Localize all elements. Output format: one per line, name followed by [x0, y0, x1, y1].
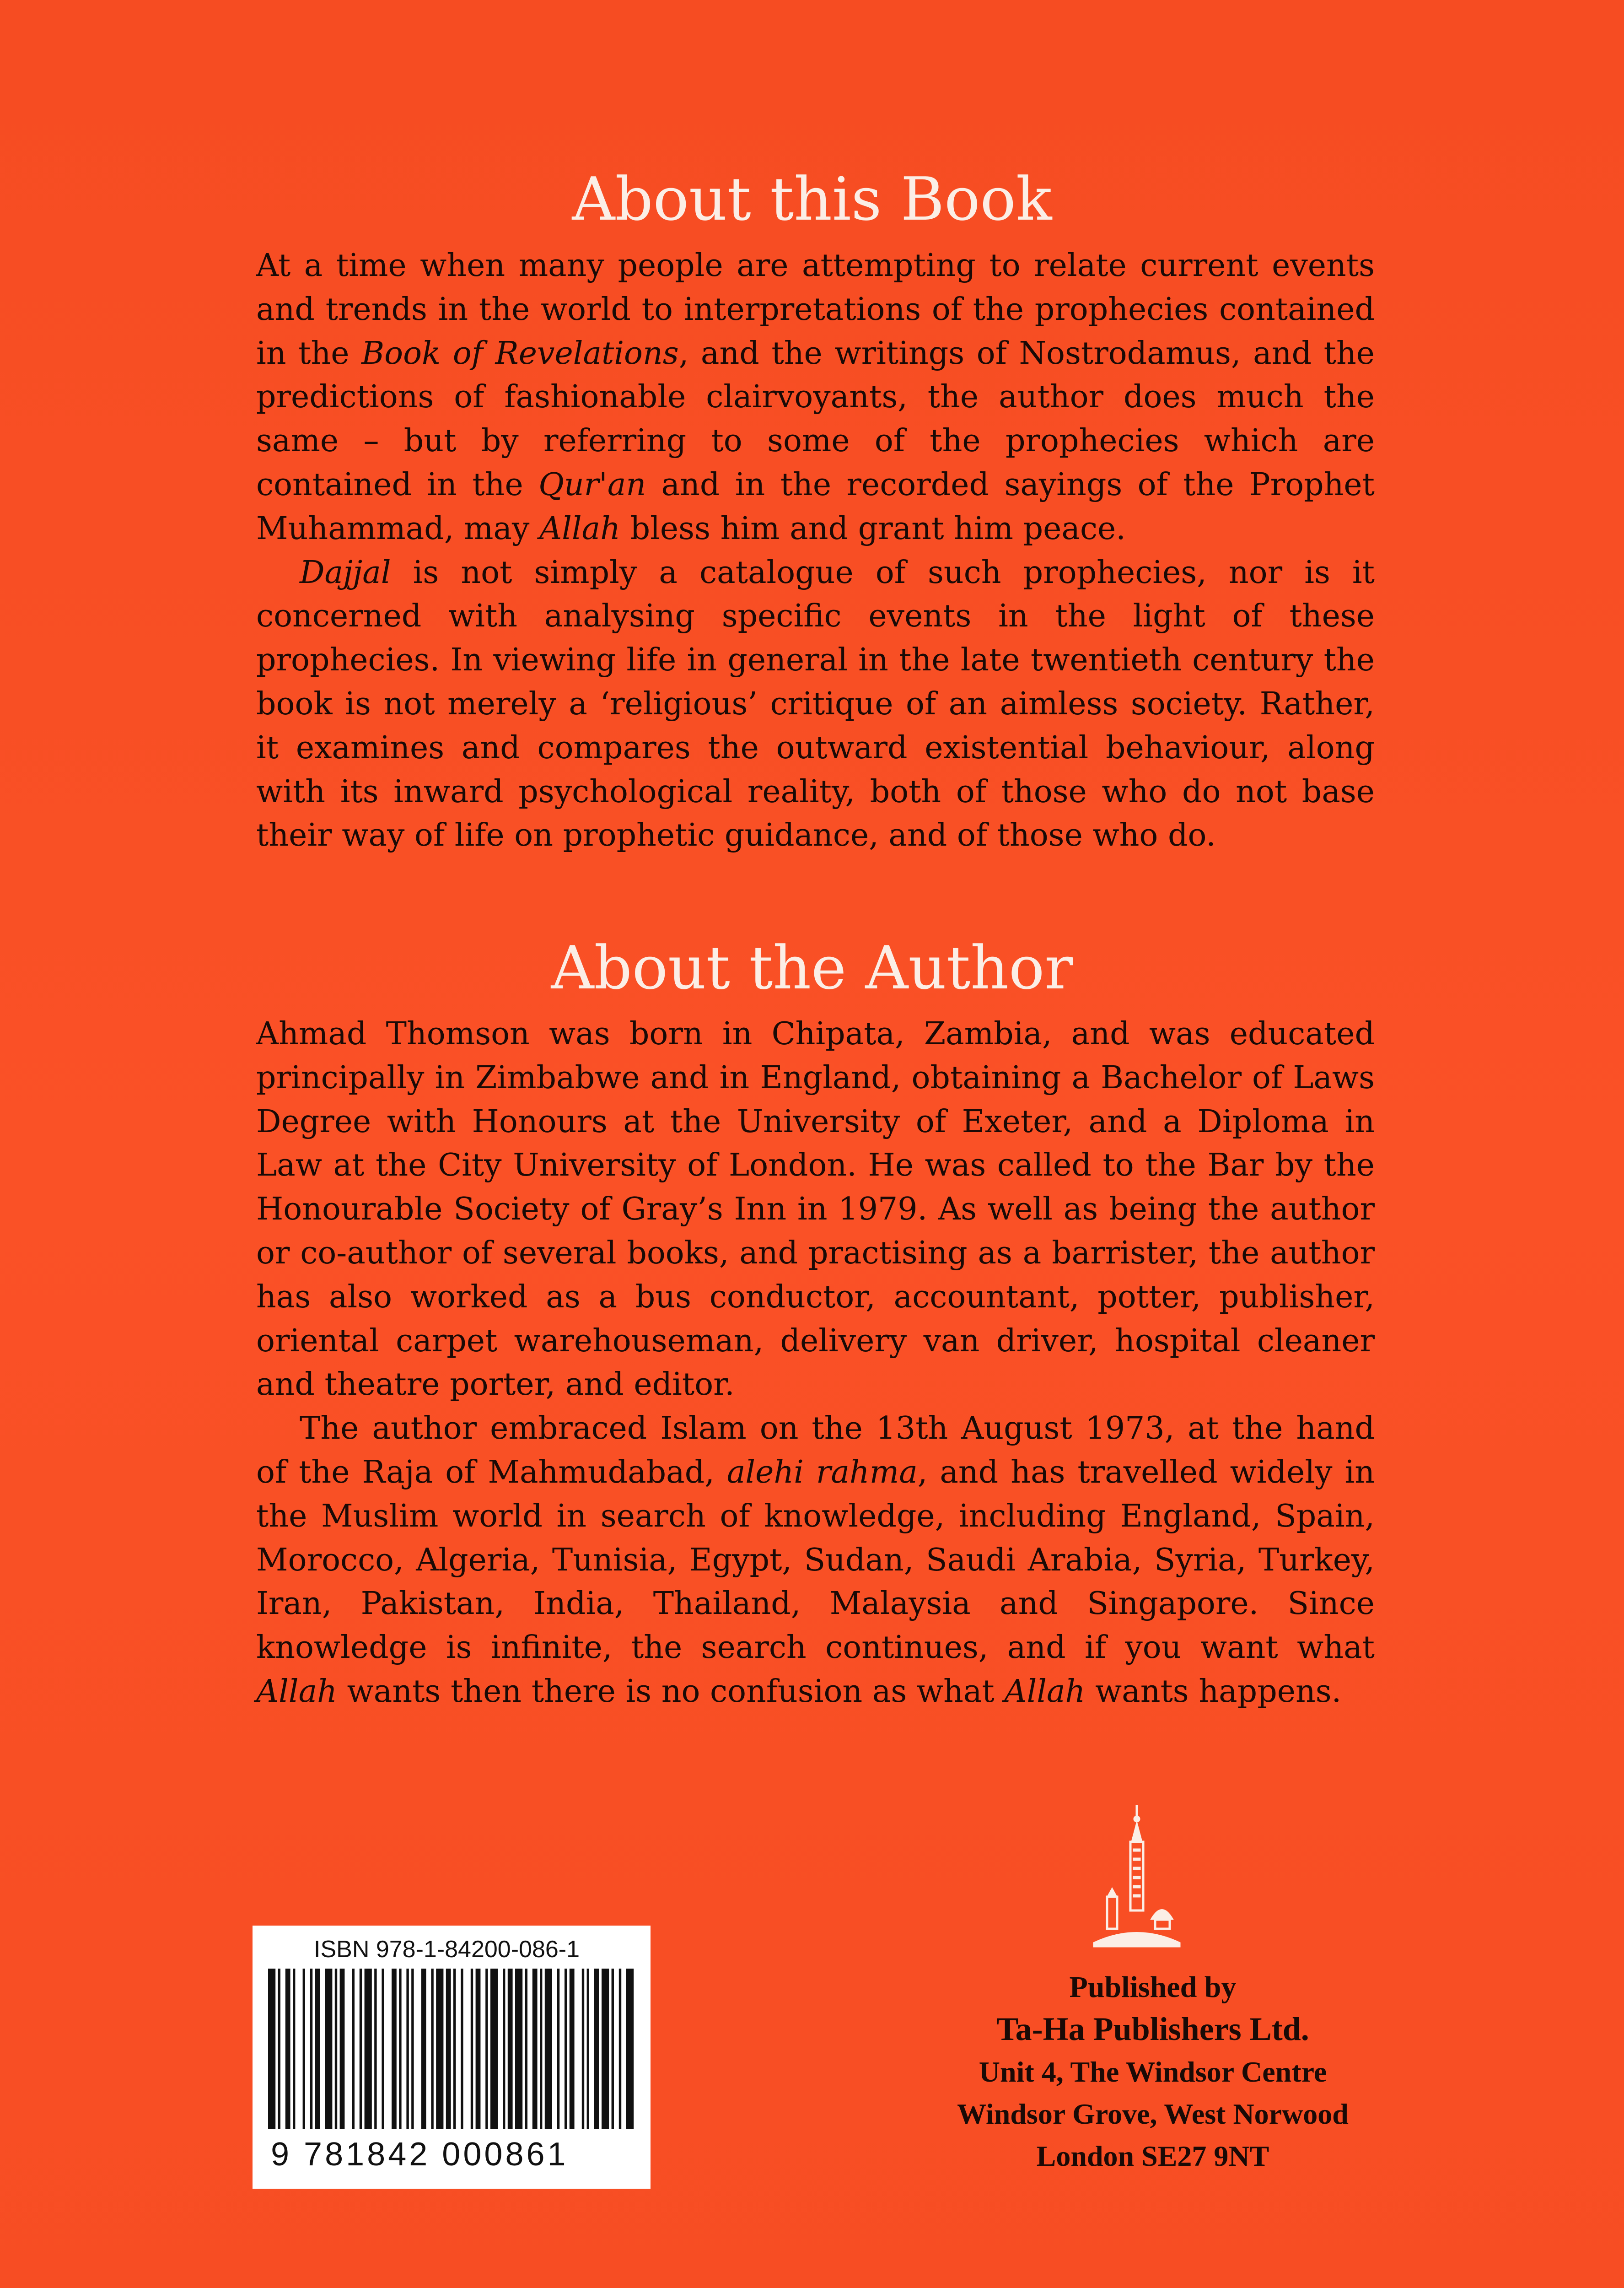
- barcode-bar: [303, 1969, 305, 2129]
- barcode-bar: [582, 1969, 584, 2129]
- about-author-paragraph-2: The author embraced Islam on the 13th August 1973, at the hand of the Raja of Mahmudabad, alehi rahma, and has travelled widely in the Muslim world in search of knowledge, including England, Spain, Morocco, Algeria, Tunisia, Egypt, Sudan, Saudi Arabia, Syria, Turkey, Iran, Pakistan, India, Thailand, Malaysia and Singapore. Since knowledge is infinite, the search continues, and if you want what Allah wants then there is no confusion as what Allah wants happens.: [256, 1410, 1375, 1710]
- barcode-bar: [310, 1969, 312, 2129]
- publisher-address-line-2: Windsor Grove, West Norwood: [957, 2098, 1349, 2130]
- barcode-bar: [293, 1969, 295, 2129]
- barcode-bar: [619, 1969, 621, 2129]
- barcode-bar: [490, 1969, 498, 2129]
- barcode-bar: [399, 1969, 401, 2129]
- barcode-bar: [340, 1969, 345, 2129]
- about-author-section: [256, 1012, 1375, 1714]
- about-book-heading: About this Book: [572, 164, 1052, 234]
- barcode-bar: [421, 1969, 426, 2129]
- about-book-paragraph-2: Dajjal is not simply a catalogue of such prophecies, nor is it concerned with analysing specific events in the light of these prophecies. In viewing life in general in the late twentieth century the book is not merely a ‘religious’ critique of an aimless society. Rather, it examines and compares the outward existential behaviour, along with its inward psychological reality, both of those who do not base their way of life on prophetic guidance, and of those who do.: [256, 554, 1375, 854]
- barcode-bar: [431, 1969, 433, 2129]
- about-book-paragraph-1: At a time when many people are attempting to relate current events and trends in the world to interpretations of the prophecies contained in the Book of Revelations, and the writings of Nostrodamus, and the predictions of fashionable clairvoyants, the author does much the same – but by referring to some of the prophecies which are contained in the Qur'an and in the recorded sayings of the Prophet Muhammad, may Allah bless him and grant him peace.: [256, 248, 1375, 547]
- about-book-section: [256, 244, 1375, 858]
- barcode-bar: [411, 1969, 414, 2129]
- publisher-info: [924, 1968, 1382, 2177]
- barcode-bar: [352, 1969, 355, 2129]
- barcode-bar: [525, 1969, 527, 2129]
- barcode-bar: [471, 1969, 473, 2129]
- barcode-bar: [461, 1969, 463, 2129]
- barcode-bar: [612, 1969, 614, 2129]
- barcode-bar: [545, 1969, 552, 2129]
- barcode-bar: [587, 1969, 589, 2129]
- barcode-bar: [436, 1969, 443, 2129]
- barcode-bar: [406, 1969, 409, 2129]
- barcode-bar: [626, 1969, 634, 2129]
- barcode-bar: [315, 1969, 320, 2129]
- about-author-heading: About the Author: [551, 933, 1073, 1003]
- published-by-label: Published by: [1069, 1970, 1237, 2004]
- barcode-bar: [392, 1969, 397, 2129]
- barcode-bar: [382, 1969, 384, 2129]
- isbn-label: ISBN 978-1-84200-086-1: [314, 1936, 580, 1963]
- barcode-bar: [268, 1969, 275, 2129]
- barcode-bar: [374, 1969, 376, 2129]
- barcode-bar: [485, 1969, 488, 2129]
- barcode-bar: [594, 1969, 599, 2129]
- barcode-bar: [278, 1969, 280, 2129]
- barcode-bar: [446, 1969, 451, 2129]
- isbn-barcode: [253, 1926, 651, 2189]
- barcode-bar: [508, 1969, 513, 2129]
- barcode-bar: [570, 1969, 575, 2129]
- publisher-address-line-3: London SE27 9NT: [1036, 2140, 1269, 2172]
- publisher-name: Ta-Ha Publishers Ltd.: [996, 2011, 1309, 2047]
- barcode-bar: [515, 1969, 522, 2129]
- barcode-bar: [503, 1969, 505, 2129]
- barcode-bar: [532, 1969, 538, 2129]
- barcode-bar: [557, 1969, 559, 2129]
- barcode-bar: [453, 1969, 456, 2129]
- barcode-bar: [476, 1969, 481, 2129]
- barcode-bar: [325, 1969, 332, 2129]
- barcode-bar: [335, 1969, 337, 2129]
- about-author-paragraph-1: Ahmad Thomson was born in Chipata, Zambia, and was educated principally in Zimbabwe and in England, obtaining a Bachelor of Laws Degree with Honours at the University of Exeter, and a Diploma in Law at the City University of London. He was called to the Bar by the Honourable Society of Gray’s Inn in 1979. As well as being the author or co-author of several books, and practising as a barrister, the author has also worked as a bus conductor, accountant, potter, publisher, oriental carpet warehouseman, delivery van driver, hospital cleaner and theatre porter, and editor.: [256, 1016, 1375, 1403]
- barcode-bar: [360, 1969, 362, 2129]
- publisher-address-line-1: Unit 4, The Windsor Centre: [979, 2056, 1327, 2088]
- barcode-bar: [565, 1969, 567, 2129]
- barcode-bar: [285, 1969, 290, 2129]
- barcode-bar: [602, 1969, 609, 2129]
- publisher-logo-icon: [1091, 1805, 1183, 1956]
- barcode-bars: [268, 1969, 639, 2133]
- barcode-bar: [540, 1969, 542, 2129]
- barcode-bar: [365, 1969, 372, 2129]
- barcode-digits: 9 781842 000861: [271, 2136, 569, 2173]
